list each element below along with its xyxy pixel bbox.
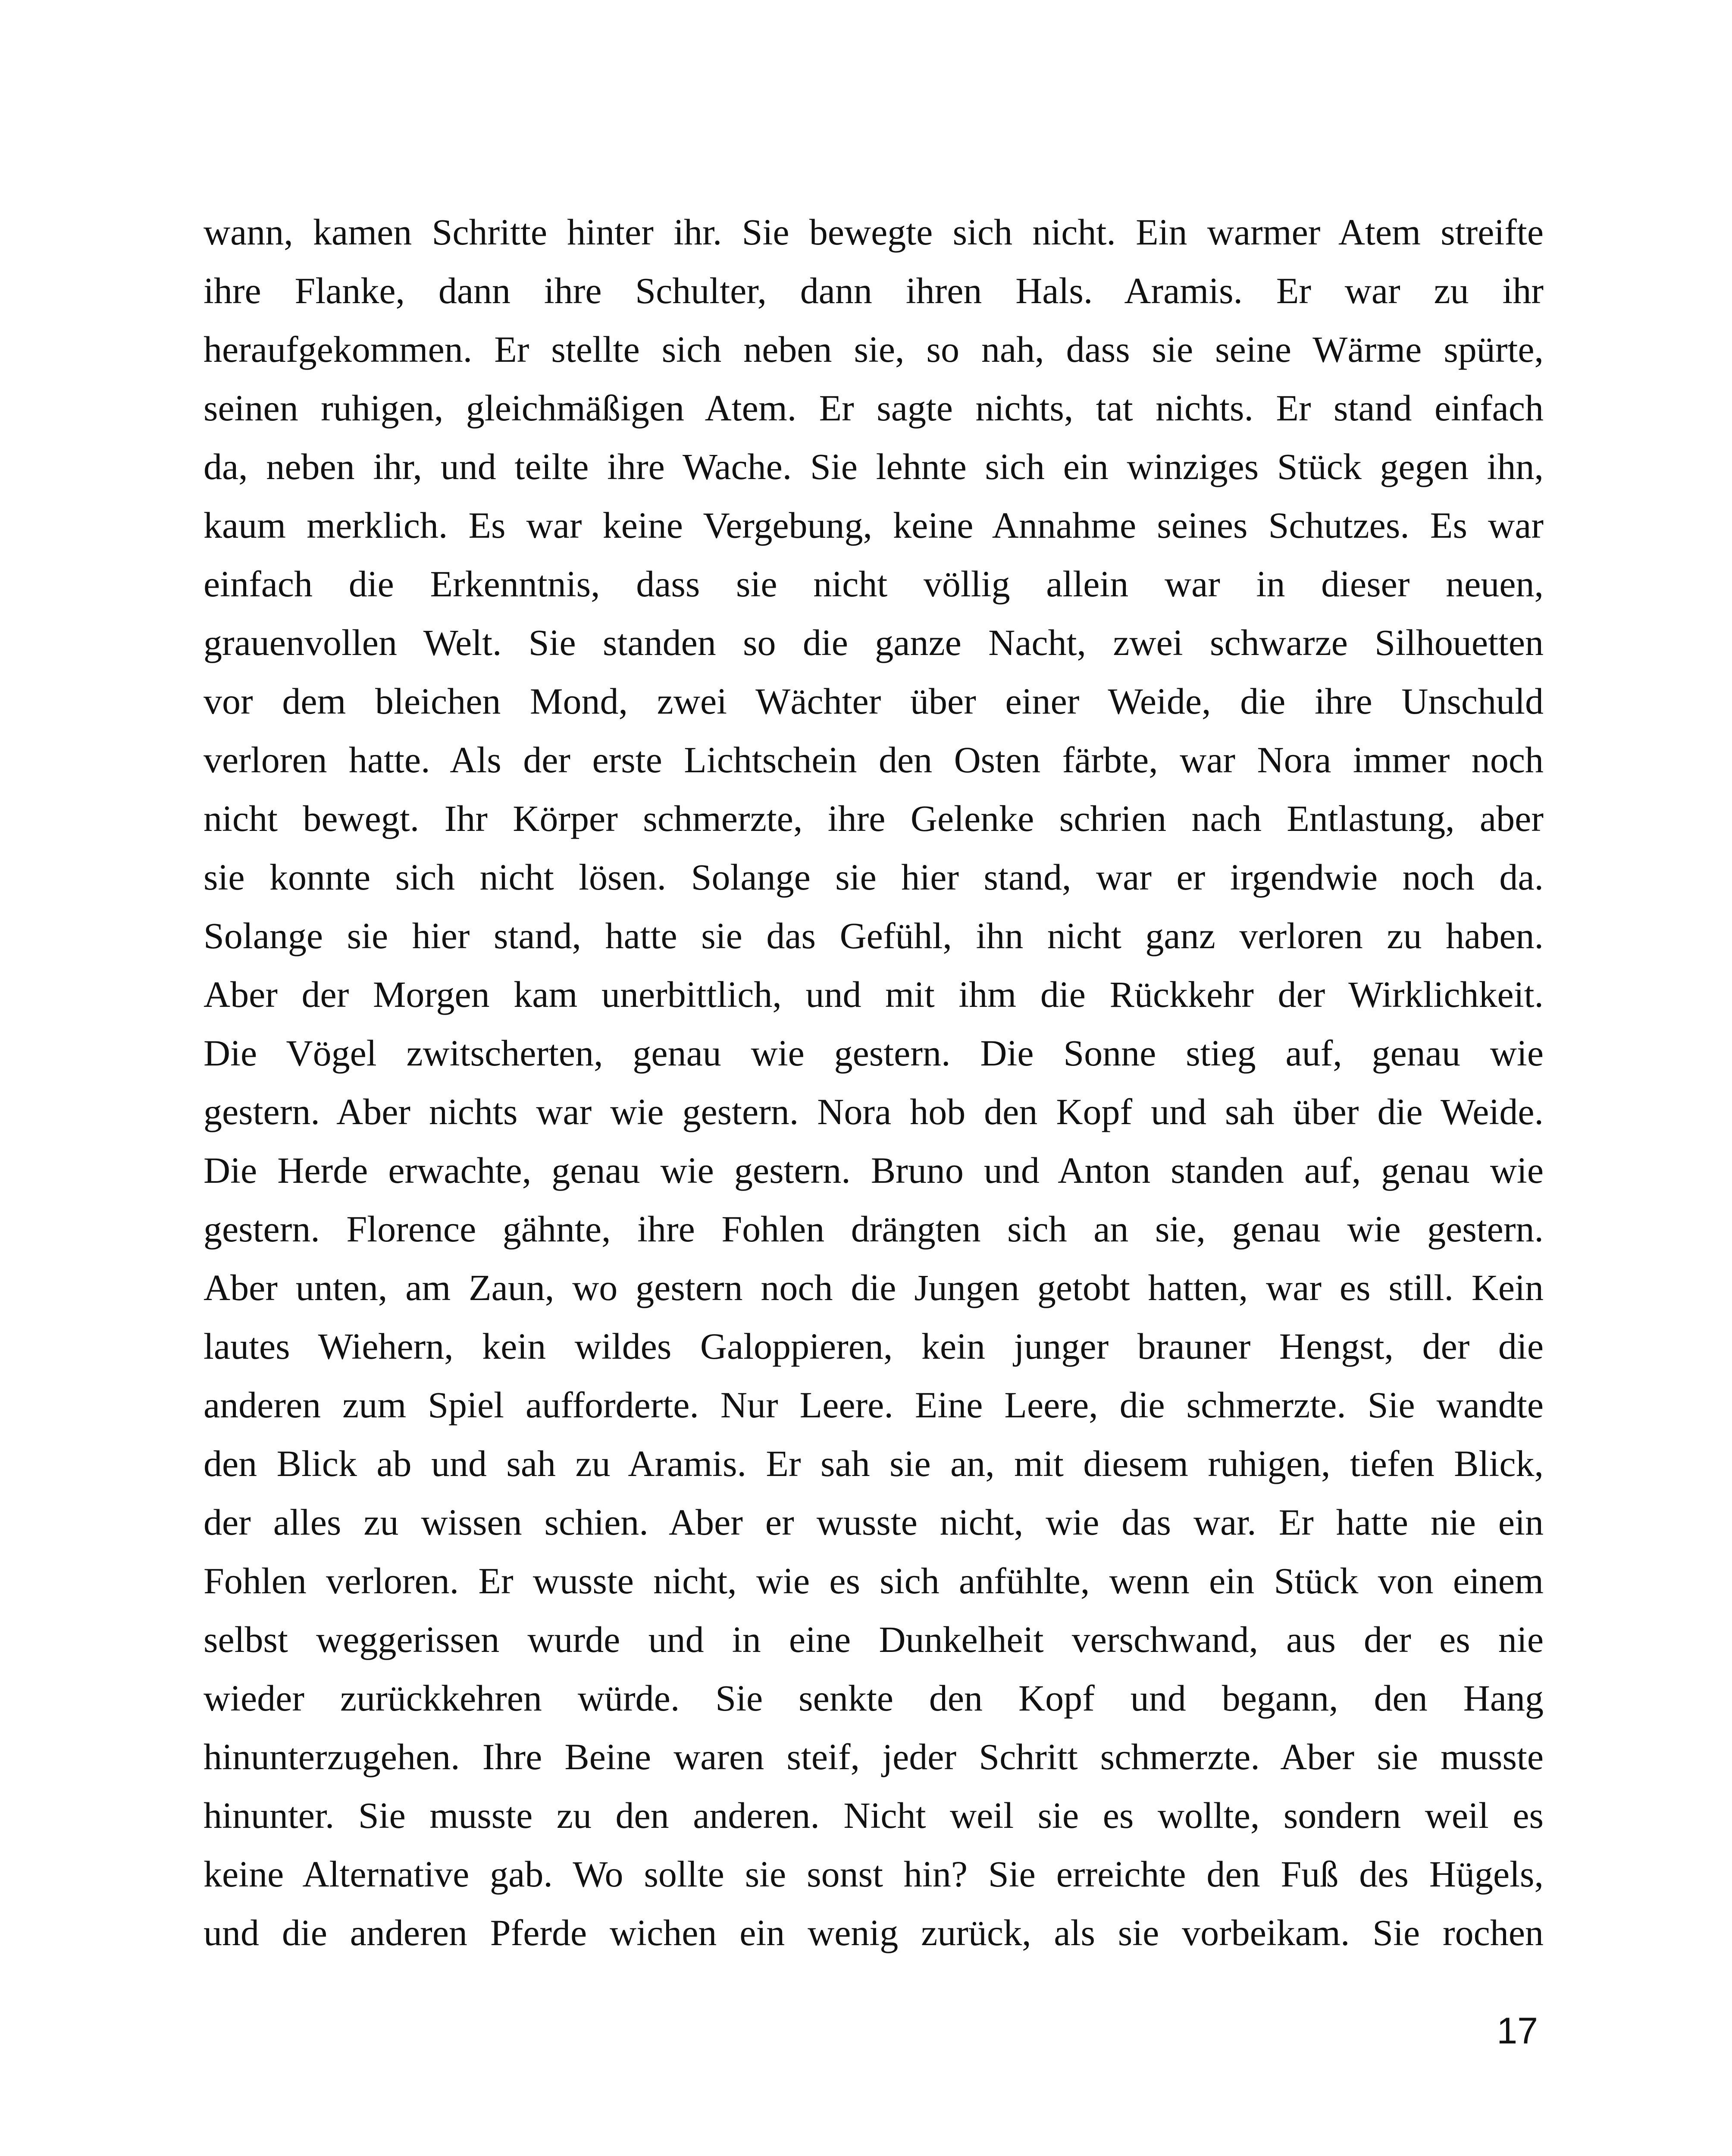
text-line-22: den Blick ab und sah zu Aramis. Er sah sie an, mit diesem ruhigen, tiefen Blick,: [204, 1443, 1544, 1484]
text-line-5: da, neben ihr, und teilte ihre Wache. Sie lehnte sich ein winziges Stück gegen ihn,: [204, 446, 1544, 487]
text-line-9: vor dem bleichen Mond, zwei Wächter über einer Weide, die ihre Unschuld: [204, 680, 1544, 722]
text-line-27: hinunterzugehen. Ihre Beine waren steif, jeder Schritt schmerzte. Aber sie musste: [204, 1736, 1544, 1777]
text-line-3: heraufgekommen. Er stellte sich neben sie, so nah, dass sie seine Wärme spürte,: [204, 329, 1544, 370]
text-line-6: kaum merklich. Es war keine Vergebung, keine Annahme seines Schutzes. Es war: [204, 505, 1544, 546]
text-line-2: ihre Flanke, dann ihre Schulter, dann ihren Hals. Aramis. Er war zu ihr: [204, 270, 1544, 311]
text-line-13: Solange sie hier stand, hatte sie das Gefühl, ihn nicht ganz verloren zu haben.: [204, 915, 1544, 956]
text-line-14: Aber der Morgen kam unerbittlich, und mit ihm die Rückkehr der Wirklichkeit.: [204, 974, 1544, 1015]
text-line-29: keine Alternative gab. Wo sollte sie sonst hin? Sie erreichte den Fuß des Hügels,: [204, 1853, 1544, 1895]
text-line-10: verloren hatte. Als der erste Lichtschein den Osten färbte, war Nora immer noch: [204, 739, 1544, 780]
text-line-25: selbst weggerissen wurde und in eine Dunkelheit verschwand, aus der es nie: [204, 1619, 1544, 1660]
text-line-26: wieder zurückkehren würde. Sie senkte den Kopf und begann, den Hang: [204, 1677, 1544, 1719]
text-line-15: Die Vögel zwitscherten, genau wie gestern. Die Sonne stieg auf, genau wie: [204, 1032, 1544, 1074]
text-line-7: einfach die Erkenntnis, dass sie nicht völlig allein war in dieser neuen,: [204, 563, 1544, 605]
text-line-19: Aber unten, am Zaun, wo gestern noch die Jungen getobt hatten, war es still. Kein: [204, 1267, 1544, 1308]
text-line-16: gestern. Aber nichts war wie gestern. Nora hob den Kopf und sah über die Weide.: [204, 1091, 1544, 1132]
page-number: 17: [1497, 2010, 1538, 2052]
text-line-24: Fohlen verloren. Er wusste nicht, wie es sich anfühlte, wenn ein Stück von einem: [204, 1560, 1544, 1601]
text-line-20: lautes Wiehern, kein wildes Galoppieren, kein junger brauner Hengst, der die: [204, 1326, 1544, 1367]
text-line-17: Die Herde erwachte, genau wie gestern. Bruno und Anton standen auf, genau wie: [204, 1150, 1544, 1191]
text-line-28: hinunter. Sie musste zu den anderen. Nicht weil sie es wollte, sondern weil es: [204, 1795, 1544, 1836]
text-line-23: der alles zu wissen schien. Aber er wusste nicht, wie das war. Er hatte nie ein: [204, 1501, 1544, 1543]
text-line-11: nicht bewegt. Ihr Körper schmerzte, ihre Gelenke schrien nach Entlastung, aber: [204, 798, 1544, 839]
text-line-12: sie konnte sich nicht lösen. Solange sie hier stand, war er irgendwie noch da.: [204, 856, 1544, 898]
text-line-4: seinen ruhigen, gleichmäßigen Atem. Er sagte nichts, tat nichts. Er stand einfach: [204, 387, 1544, 429]
text-line-30: und die anderen Pferde wichen ein wenig zurück, als sie vorbeikam. Sie rochen: [204, 1912, 1544, 1953]
body-text: [204, 203, 1544, 1962]
text-line-18: gestern. Florence gähnte, ihre Fohlen drängten sich an sie, genau wie gestern.: [204, 1208, 1544, 1250]
text-line-21: anderen zum Spiel aufforderte. Nur Leere. Eine Leere, die schmerzte. Sie wandte: [204, 1384, 1544, 1426]
text-line-1: wann, kamen Schritte hinter ihr. Sie bewegte sich nicht. Ein warmer Atem streifte: [204, 211, 1544, 253]
text-line-8: grauenvollen Welt. Sie standen so die ganze Nacht, zwei schwarze Silhouetten: [204, 622, 1544, 663]
